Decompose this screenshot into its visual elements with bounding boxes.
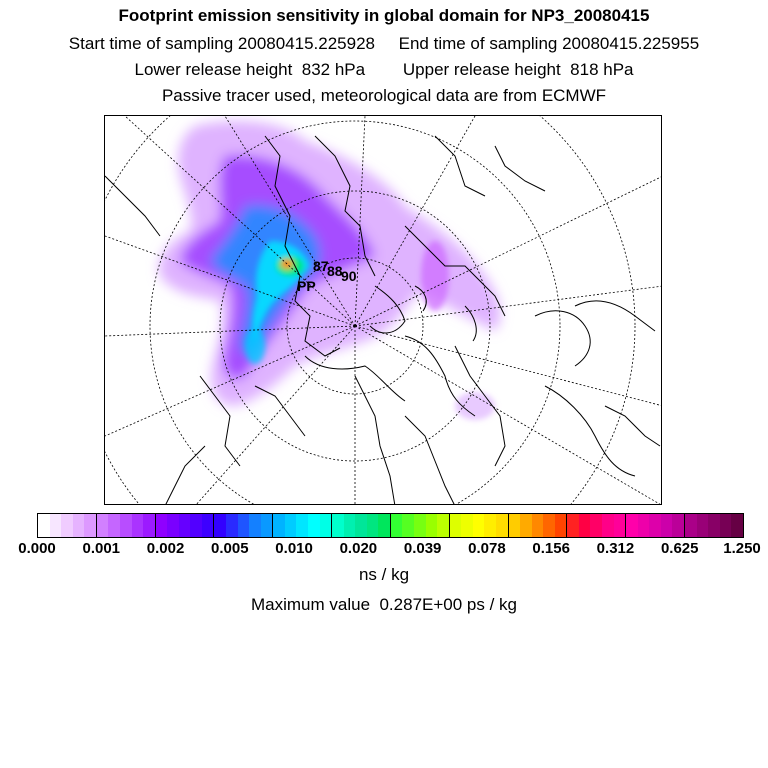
sampling-time-line: Start time of sampling 20080415.225928 End time of sampling 20080415.225955 bbox=[68, 34, 700, 53]
release-height-line: Lower release height 832 hPa Upper release height 818 hPa bbox=[134, 60, 634, 79]
color-scale-tick-label: 0.000 bbox=[18, 540, 56, 557]
color-scale-segment bbox=[496, 514, 509, 537]
color-scale-tick-label: 0.039 bbox=[403, 540, 442, 557]
color-scale-tick-label: 0.002 bbox=[146, 540, 185, 557]
color-scale-segment bbox=[555, 514, 568, 537]
color-scale-segment bbox=[296, 514, 308, 537]
color-scale-segment bbox=[708, 514, 720, 537]
release-label-88: 88 bbox=[327, 263, 343, 279]
plot-title: Footprint emission sensitivity in global domain for NP3_20080415 bbox=[118, 6, 650, 25]
color-scale-segment bbox=[202, 514, 215, 537]
color-scale-segment bbox=[532, 514, 544, 537]
color-scale-segment bbox=[226, 514, 238, 537]
color-scale-segment bbox=[590, 514, 602, 537]
color-scale-segment bbox=[97, 514, 109, 537]
color-scale-segment bbox=[61, 514, 73, 537]
color-scale-segment bbox=[509, 514, 521, 537]
color-scale-segment bbox=[473, 514, 485, 537]
color-scale-segment bbox=[167, 514, 179, 537]
color-scale-tick-label: 0.078 bbox=[468, 540, 506, 557]
map-canvas bbox=[105, 116, 662, 505]
color-scale-segment bbox=[132, 514, 144, 537]
maximum-value-label: Maximum value 0.287E+00 ps / kg bbox=[251, 595, 517, 614]
release-label-87: 87 bbox=[313, 258, 329, 274]
color-scale-segment bbox=[308, 514, 320, 537]
color-scale-tick-label: 0.156 bbox=[532, 540, 570, 557]
color-scale-segment bbox=[414, 514, 426, 537]
color-scale-segment bbox=[437, 514, 450, 537]
units-label: ns / kg bbox=[358, 565, 410, 584]
color-scale-bar bbox=[37, 513, 744, 538]
color-scale-segment bbox=[50, 514, 62, 537]
color-scale-ticks bbox=[0, 540, 768, 560]
color-scale-tick-label: 0.005 bbox=[211, 540, 249, 557]
color-scale-segment bbox=[402, 514, 414, 537]
color-scale-segment bbox=[378, 514, 391, 537]
color-scale-segment bbox=[367, 514, 379, 537]
color-scale-segment bbox=[520, 514, 532, 537]
color-scale-segment bbox=[567, 514, 579, 537]
release-label-90: 90 bbox=[341, 268, 357, 284]
color-scale-segment bbox=[661, 514, 673, 537]
color-scale-segment bbox=[38, 514, 50, 537]
color-scale-segment bbox=[391, 514, 403, 537]
color-scale-tick-label: 0.001 bbox=[82, 540, 121, 557]
color-scale-segment bbox=[697, 514, 709, 537]
color-scale-tick-label: 0.020 bbox=[339, 540, 378, 557]
color-scale-segment bbox=[579, 514, 591, 537]
color-scale-segment bbox=[638, 514, 650, 537]
color-scale-tick-label: 1.250 bbox=[723, 540, 761, 557]
color-scale-segment bbox=[672, 514, 685, 537]
color-scale-segment bbox=[649, 514, 661, 537]
color-scale-segment bbox=[190, 514, 202, 537]
color-scale-segment bbox=[120, 514, 132, 537]
color-scale-segment bbox=[602, 514, 614, 537]
color-scale-tick-label: 0.010 bbox=[275, 540, 313, 557]
color-scale-segment bbox=[720, 514, 732, 537]
color-scale-segment bbox=[320, 514, 333, 537]
color-scale-segment bbox=[249, 514, 261, 537]
color-scale-segment bbox=[285, 514, 297, 537]
color-scale-segment bbox=[355, 514, 367, 537]
color-scale-segment bbox=[214, 514, 226, 537]
sensitivity-map bbox=[104, 115, 662, 505]
tracer-info-line: Passive tracer used, meteorological data are from ECMWF bbox=[161, 86, 607, 105]
color-scale-segment bbox=[238, 514, 250, 537]
release-label-cluster: PP bbox=[297, 278, 316, 294]
color-scale-segment bbox=[143, 514, 156, 537]
color-scale-segment bbox=[73, 514, 85, 537]
color-scale-segment bbox=[426, 514, 438, 537]
color-scale-segment bbox=[614, 514, 627, 537]
color-scale-segment bbox=[450, 514, 462, 537]
color-scale-segment bbox=[484, 514, 496, 537]
color-scale-segment bbox=[273, 514, 285, 537]
color-scale-segment bbox=[344, 514, 356, 537]
color-scale-segment bbox=[108, 514, 120, 537]
color-scale-segment bbox=[626, 514, 638, 537]
color-scale-tick-label: 0.625 bbox=[660, 540, 699, 557]
color-scale-segment bbox=[685, 514, 697, 537]
color-scale-segment bbox=[84, 514, 97, 537]
color-scale-tick-label: 0.312 bbox=[596, 540, 635, 557]
color-scale-segment bbox=[543, 514, 555, 537]
color-scale-segment bbox=[261, 514, 274, 537]
color-scale-segment bbox=[461, 514, 473, 537]
color-scale-segment bbox=[332, 514, 344, 537]
color-scale-segment bbox=[731, 514, 743, 537]
color-scale-segment bbox=[156, 514, 168, 537]
color-scale-segment bbox=[179, 514, 191, 537]
